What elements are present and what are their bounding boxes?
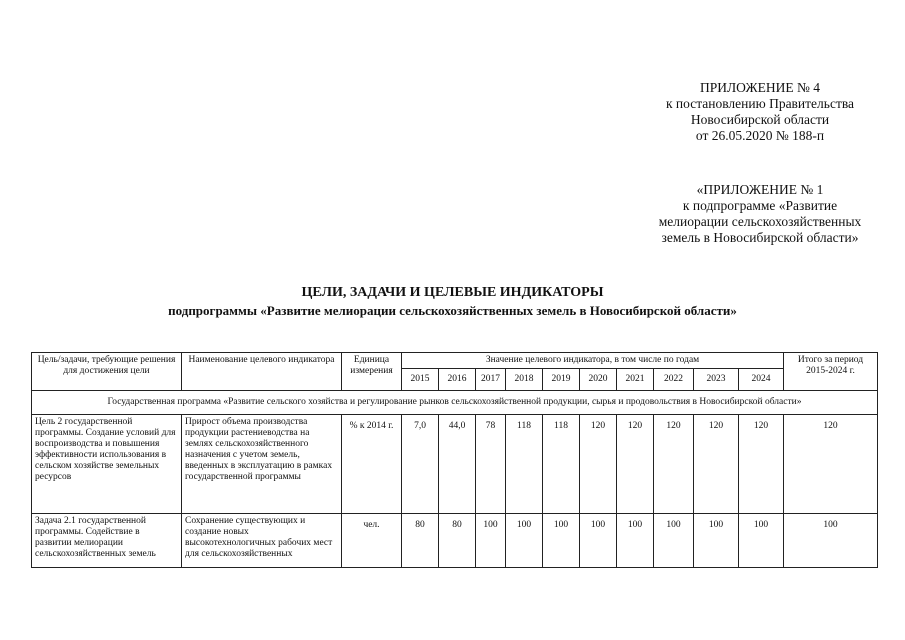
year-cell: 2024: [739, 369, 784, 391]
value-cell: 100: [476, 514, 506, 568]
year-cell: 2019: [543, 369, 580, 391]
appendix-4-line3: Новосибирской области: [690, 112, 830, 127]
unit-cell: чел.: [342, 514, 402, 568]
header-values: Значение целевого индикатора, в том числе по годам: [402, 353, 784, 369]
header-goal: Цель/задачи, требующие решения для достижения цели: [32, 353, 182, 391]
value-cell: 80: [439, 514, 476, 568]
year-cell: 2022: [654, 369, 694, 391]
appendix-1-header: [630, 182, 890, 246]
value-cell: 120: [617, 415, 654, 514]
goal-cell: Цель 2 государственной программы. Создание условий для воспроизводства и повышения эффективности использования в сельском хозяйстве земельных ресурсов: [32, 415, 182, 514]
value-cell: 7,0: [402, 415, 439, 514]
indicator-cell: Сохранение существующих и создание новых высокотехнологичных рабочих мест для сельскохозяйственных: [182, 514, 342, 568]
value-cell: 118: [543, 415, 580, 514]
table-header-row: [32, 353, 878, 369]
program-row-text: Государственная программа «Развитие сельского хозяйства и регулирование рынков сельскохозяйственной продукции, сырья и продовольствия в Новосибирской области»: [32, 391, 878, 415]
appendix-1-line1: «ПРИЛОЖЕНИЕ № 1: [696, 182, 824, 197]
header-indicator: Наименование целевого индикатора: [182, 353, 342, 391]
appendix-4-line4: от 26.05.2020 № 188-п: [695, 128, 825, 143]
value-cell: 100: [617, 514, 654, 568]
indicator-cell: Прирост объема производства продукции растениеводства на землях сельскохозяйственного назначения с учетом земель, введенных в эксплуатацию в рамках государственной программы: [182, 415, 342, 514]
header-total: Итого за период 2015-2024 г.: [784, 353, 878, 391]
value-cell: 100: [506, 514, 543, 568]
value-cell: 120: [654, 415, 694, 514]
year-cell: 2018: [506, 369, 543, 391]
document-title: ЦЕЛИ, ЗАДАЧИ И ЦЕЛЕВЫЕ ИНДИКАТОРЫ: [301, 285, 604, 300]
total-cell: 100: [784, 514, 878, 568]
appendix-1-line3: мелиорации сельскохозяйственных: [658, 214, 862, 229]
year-cell: 2021: [617, 369, 654, 391]
appendix-4-line2: к постановлению Правительства: [665, 96, 855, 111]
table-row: [32, 415, 878, 514]
year-cell: 2023: [694, 369, 739, 391]
year-cell: 2020: [580, 369, 617, 391]
year-cell: 2016: [439, 369, 476, 391]
value-cell: 118: [506, 415, 543, 514]
value-cell: 100: [580, 514, 617, 568]
appendix-1-line4: земель в Новосибирской области»: [661, 230, 859, 245]
appendix-4-line1: ПРИЛОЖЕНИЕ № 4: [699, 80, 821, 95]
table-row: [32, 514, 878, 568]
value-cell: 44,0: [439, 415, 476, 514]
unit-cell: % к 2014 г.: [342, 415, 402, 514]
value-cell: 120: [694, 415, 739, 514]
goal-cell: Задача 2.1 государственной программы. Содействие в развитии мелиорации сельскохозяйственных земель: [32, 514, 182, 568]
value-cell: 120: [739, 415, 784, 514]
value-cell: 100: [739, 514, 784, 568]
year-cell: 2015: [402, 369, 439, 391]
value-cell: 80: [402, 514, 439, 568]
indicators-table: [31, 352, 878, 568]
value-cell: 100: [694, 514, 739, 568]
value-cell: 78: [476, 415, 506, 514]
appendix-1-line2: к подпрограмме «Развитие: [682, 198, 838, 213]
document-subtitle: подпрограммы «Развитие мелиорации сельскохозяйственных земель в Новосибирской области»: [168, 303, 737, 318]
header-unit: Единица измерения: [342, 353, 402, 391]
value-cell: 120: [580, 415, 617, 514]
appendix-4-header: [640, 80, 880, 144]
total-cell: 120: [784, 415, 878, 514]
year-cell: 2017: [476, 369, 506, 391]
program-row: [32, 391, 878, 415]
value-cell: 100: [654, 514, 694, 568]
value-cell: 100: [543, 514, 580, 568]
